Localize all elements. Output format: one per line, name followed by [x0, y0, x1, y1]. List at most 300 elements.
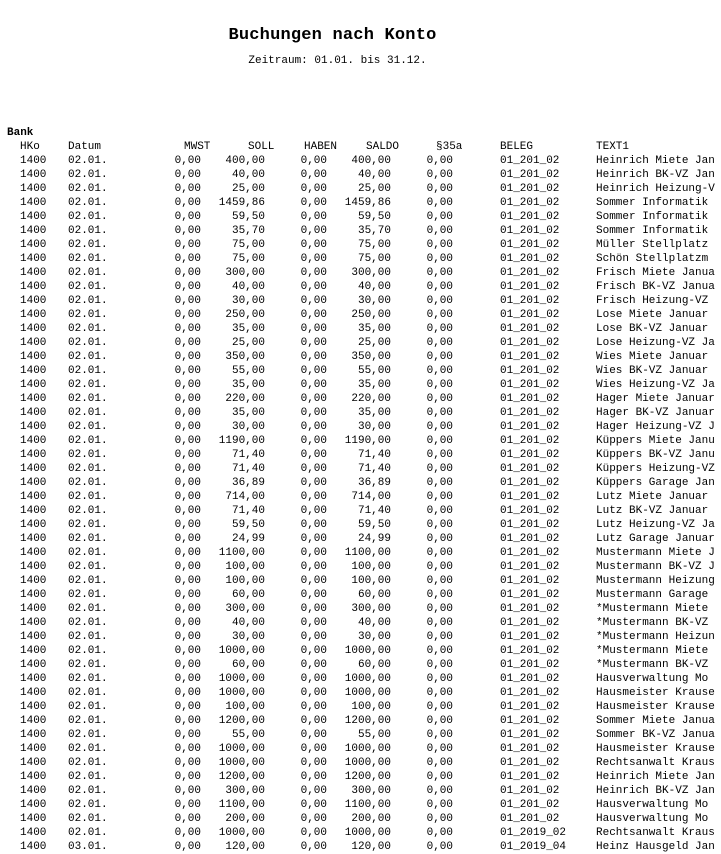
- cell-mwst: 0,00: [174, 701, 201, 713]
- cell-hko: 1400: [20, 827, 47, 839]
- cell-saldo: 100,00: [351, 561, 391, 573]
- cell-saldo: 30,00: [357, 295, 391, 307]
- cell-saldo: 350,00: [351, 351, 391, 363]
- cell-soll: 1190,00: [218, 435, 265, 447]
- cell-s35a: 0,00: [426, 547, 453, 559]
- cell-haben: 0,00: [300, 519, 327, 531]
- cell-datum: 02.01.: [68, 253, 108, 265]
- cell-haben: 0,00: [300, 729, 327, 741]
- cell-haben: 0,00: [300, 211, 327, 223]
- cell-saldo: 55,00: [357, 365, 391, 377]
- cell-beleg: 01_201_02: [500, 267, 560, 279]
- cell-beleg: 01_201_02: [500, 309, 560, 321]
- table-row: [0, 406, 721, 420]
- cell-s35a: 0,00: [426, 435, 453, 447]
- table-row: [0, 378, 721, 392]
- cell-text1: Heinrich BK-VZ Jan: [596, 785, 715, 797]
- cell-datum: 02.01.: [68, 169, 108, 181]
- cell-hko: 1400: [20, 505, 47, 517]
- table-row: [0, 532, 721, 546]
- cell-soll: 75,00: [231, 239, 265, 251]
- cell-soll: 400,00: [225, 155, 265, 167]
- cell-hko: 1400: [20, 197, 47, 209]
- cell-text1: Wies BK-VZ Januar: [596, 365, 709, 377]
- cell-beleg: 01_201_02: [500, 169, 560, 181]
- cell-text1: Sommer BK-VZ Janua: [596, 729, 715, 741]
- cell-mwst: 0,00: [174, 519, 201, 531]
- cell-soll: 120,00: [225, 841, 265, 853]
- header-text1: TEXT1: [596, 141, 630, 153]
- cell-hko: 1400: [20, 267, 47, 279]
- table-row: [0, 224, 721, 238]
- table-row: [0, 266, 721, 280]
- cell-beleg: 01_201_02: [500, 449, 560, 461]
- cell-haben: 0,00: [300, 785, 327, 797]
- header-s35a: §35a: [436, 141, 463, 153]
- cell-text1: Küppers Miete Janu: [596, 435, 715, 447]
- report-period: Zeitraum: 01.01. bis 31.12.: [248, 55, 427, 67]
- cell-s35a: 0,00: [426, 323, 453, 335]
- table-row: [0, 182, 721, 196]
- cell-hko: 1400: [20, 771, 47, 783]
- cell-haben: 0,00: [300, 267, 327, 279]
- cell-s35a: 0,00: [426, 365, 453, 377]
- cell-s35a: 0,00: [426, 225, 453, 237]
- cell-saldo: 40,00: [357, 617, 391, 629]
- cell-soll: 1200,00: [218, 715, 265, 727]
- cell-s35a: 0,00: [426, 477, 453, 489]
- cell-soll: 30,00: [231, 421, 265, 433]
- cell-mwst: 0,00: [174, 183, 201, 195]
- cell-text1: Hausverwaltung Mo: [596, 799, 709, 811]
- cell-haben: 0,00: [300, 435, 327, 447]
- cell-mwst: 0,00: [174, 309, 201, 321]
- header-soll: SOLL: [248, 141, 275, 153]
- cell-mwst: 0,00: [174, 267, 201, 279]
- table-row: [0, 826, 721, 840]
- cell-s35a: 0,00: [426, 337, 453, 349]
- cell-saldo: 60,00: [357, 659, 391, 671]
- cell-soll: 1000,00: [218, 673, 265, 685]
- cell-s35a: 0,00: [426, 519, 453, 531]
- cell-saldo: 1000,00: [344, 673, 391, 685]
- cell-haben: 0,00: [300, 155, 327, 167]
- cell-beleg: 01_201_02: [500, 197, 560, 209]
- table-row: [0, 238, 721, 252]
- cell-s35a: 0,00: [426, 407, 453, 419]
- cell-s35a: 0,00: [426, 169, 453, 181]
- cell-soll: 1000,00: [218, 827, 265, 839]
- cell-text1: Heinrich Heizung-V: [596, 183, 715, 195]
- table-row: [0, 588, 721, 602]
- cell-haben: 0,00: [300, 463, 327, 475]
- cell-text1: Lutz Miete Januar: [596, 491, 709, 503]
- cell-beleg: 01_201_02: [500, 211, 560, 223]
- cell-text1: Lose Heizung-VZ Ja: [596, 337, 715, 349]
- cell-beleg: 01_201_02: [500, 533, 560, 545]
- cell-text1: Hager BK-VZ Januar: [596, 407, 715, 419]
- cell-haben: 0,00: [300, 309, 327, 321]
- cell-haben: 0,00: [300, 645, 327, 657]
- cell-hko: 1400: [20, 337, 47, 349]
- cell-haben: 0,00: [300, 659, 327, 671]
- cell-beleg: 01_201_02: [500, 393, 560, 405]
- cell-saldo: 30,00: [357, 631, 391, 643]
- cell-datum: 02.01.: [68, 183, 108, 195]
- cell-saldo: 1000,00: [344, 687, 391, 699]
- cell-text1: Mustermann Miete J: [596, 547, 715, 559]
- cell-s35a: 0,00: [426, 785, 453, 797]
- cell-mwst: 0,00: [174, 645, 201, 657]
- table-row: [0, 742, 721, 756]
- cell-hko: 1400: [20, 673, 47, 685]
- cell-beleg: 01_201_02: [500, 575, 560, 587]
- cell-s35a: 0,00: [426, 827, 453, 839]
- cell-haben: 0,00: [300, 673, 327, 685]
- cell-soll: 35,00: [231, 407, 265, 419]
- cell-hko: 1400: [20, 645, 47, 657]
- cell-hko: 1400: [20, 561, 47, 573]
- cell-mwst: 0,00: [174, 491, 201, 503]
- cell-hko: 1400: [20, 533, 47, 545]
- header-mwst: MWST: [184, 141, 211, 153]
- cell-mwst: 0,00: [174, 617, 201, 629]
- cell-datum: 02.01.: [68, 827, 108, 839]
- cell-beleg: 01_201_02: [500, 701, 560, 713]
- cell-saldo: 71,40: [357, 449, 391, 461]
- cell-hko: 1400: [20, 589, 47, 601]
- cell-mwst: 0,00: [174, 785, 201, 797]
- cell-saldo: 35,00: [357, 379, 391, 391]
- cell-saldo: 1000,00: [344, 757, 391, 769]
- cell-hko: 1400: [20, 575, 47, 587]
- cell-beleg: 01_201_02: [500, 603, 560, 615]
- cell-beleg: 01_201_02: [500, 253, 560, 265]
- cell-soll: 300,00: [225, 267, 265, 279]
- cell-datum: 02.01.: [68, 631, 108, 643]
- cell-text1: Frisch BK-VZ Janua: [596, 281, 715, 293]
- table-row: [0, 350, 721, 364]
- cell-haben: 0,00: [300, 393, 327, 405]
- cell-s35a: 0,00: [426, 267, 453, 279]
- cell-saldo: 1200,00: [344, 771, 391, 783]
- table-row: [0, 728, 721, 742]
- cell-text1: *Mustermann Miete: [596, 603, 709, 615]
- cell-s35a: 0,00: [426, 715, 453, 727]
- cell-datum: 02.01.: [68, 771, 108, 783]
- cell-saldo: 220,00: [351, 393, 391, 405]
- cell-beleg: 01_201_02: [500, 323, 560, 335]
- cell-soll: 1100,00: [218, 547, 265, 559]
- cell-datum: 02.01.: [68, 603, 108, 615]
- cell-beleg: 01_201_02: [500, 379, 560, 391]
- cell-datum: 02.01.: [68, 575, 108, 587]
- cell-datum: 02.01.: [68, 561, 108, 573]
- cell-saldo: 1000,00: [344, 645, 391, 657]
- column-header-row: [0, 140, 721, 154]
- cell-haben: 0,00: [300, 841, 327, 853]
- table-row: [0, 700, 721, 714]
- cell-datum: 02.01.: [68, 715, 108, 727]
- cell-mwst: 0,00: [174, 253, 201, 265]
- cell-hko: 1400: [20, 295, 47, 307]
- cell-hko: 1400: [20, 491, 47, 503]
- cell-beleg: 01_201_02: [500, 547, 560, 559]
- cell-beleg: 01_201_02: [500, 743, 560, 755]
- table-row: [0, 644, 721, 658]
- cell-datum: 02.01.: [68, 393, 108, 405]
- cell-s35a: 0,00: [426, 743, 453, 755]
- cell-saldo: 59,50: [357, 519, 391, 531]
- cell-hko: 1400: [20, 631, 47, 643]
- cell-mwst: 0,00: [174, 337, 201, 349]
- cell-datum: 02.01.: [68, 519, 108, 531]
- cell-mwst: 0,00: [174, 841, 201, 853]
- cell-soll: 36,89: [231, 477, 265, 489]
- cell-mwst: 0,00: [174, 295, 201, 307]
- table-row: [0, 252, 721, 266]
- cell-s35a: 0,00: [426, 421, 453, 433]
- cell-soll: 200,00: [225, 813, 265, 825]
- cell-soll: 30,00: [231, 631, 265, 643]
- cell-saldo: 35,00: [357, 323, 391, 335]
- cell-mwst: 0,00: [174, 687, 201, 699]
- cell-datum: 02.01.: [68, 281, 108, 293]
- cell-mwst: 0,00: [174, 715, 201, 727]
- cell-text1: Küppers Heizung-VZ: [596, 463, 715, 475]
- cell-text1: Frisch Miete Janua: [596, 267, 715, 279]
- cell-s35a: 0,00: [426, 561, 453, 573]
- cell-beleg: 01_201_02: [500, 477, 560, 489]
- cell-text1: Lose Miete Januar: [596, 309, 709, 321]
- cell-beleg: 01_201_02: [500, 729, 560, 741]
- cell-mwst: 0,00: [174, 365, 201, 377]
- cell-s35a: 0,00: [426, 449, 453, 461]
- cell-datum: 02.01.: [68, 701, 108, 713]
- cell-text1: Lutz Garage Januar: [596, 533, 715, 545]
- table-row: [0, 546, 721, 560]
- cell-datum: 02.01.: [68, 323, 108, 335]
- cell-hko: 1400: [20, 281, 47, 293]
- cell-text1: Hausmeister Krause: [596, 701, 715, 713]
- cell-text1: Hausverwaltung Mo: [596, 813, 709, 825]
- cell-mwst: 0,00: [174, 757, 201, 769]
- cell-beleg: 01_201_02: [500, 239, 560, 251]
- cell-s35a: 0,00: [426, 155, 453, 167]
- cell-haben: 0,00: [300, 757, 327, 769]
- cell-saldo: 59,50: [357, 211, 391, 223]
- cell-beleg: 01_2019_02: [500, 827, 567, 839]
- cell-soll: 1000,00: [218, 757, 265, 769]
- cell-saldo: 300,00: [351, 267, 391, 279]
- cell-datum: 02.01.: [68, 407, 108, 419]
- cell-hko: 1400: [20, 225, 47, 237]
- cell-saldo: 35,70: [357, 225, 391, 237]
- cell-haben: 0,00: [300, 701, 327, 713]
- cell-datum: 03.01.: [68, 841, 108, 853]
- cell-saldo: 1200,00: [344, 715, 391, 727]
- cell-hko: 1400: [20, 463, 47, 475]
- cell-saldo: 25,00: [357, 183, 391, 195]
- table-row: [0, 196, 721, 210]
- cell-datum: 02.01.: [68, 379, 108, 391]
- cell-hko: 1400: [20, 799, 47, 811]
- cell-soll: 55,00: [231, 729, 265, 741]
- cell-text1: Küppers BK-VZ Janu: [596, 449, 715, 461]
- cell-hko: 1400: [20, 253, 47, 265]
- cell-datum: 02.01.: [68, 729, 108, 741]
- cell-text1: Mustermann BK-VZ J: [596, 561, 715, 573]
- cell-datum: 02.01.: [68, 687, 108, 699]
- cell-beleg: 01_201_02: [500, 561, 560, 573]
- cell-s35a: 0,00: [426, 771, 453, 783]
- table-row: [0, 448, 721, 462]
- table-row: [0, 756, 721, 770]
- cell-soll: 350,00: [225, 351, 265, 363]
- table-row: [0, 504, 721, 518]
- cell-hko: 1400: [20, 547, 47, 559]
- cell-beleg: 01_201_02: [500, 295, 560, 307]
- cell-mwst: 0,00: [174, 631, 201, 643]
- table-row: [0, 490, 721, 504]
- cell-soll: 1200,00: [218, 771, 265, 783]
- cell-hko: 1400: [20, 183, 47, 195]
- cell-saldo: 714,00: [351, 491, 391, 503]
- cell-s35a: 0,00: [426, 491, 453, 503]
- cell-hko: 1400: [20, 365, 47, 377]
- cell-mwst: 0,00: [174, 813, 201, 825]
- cell-text1: Lose BK-VZ Januar: [596, 323, 709, 335]
- cell-saldo: 1459,86: [344, 197, 391, 209]
- table-row: [0, 518, 721, 532]
- cell-datum: 02.01.: [68, 239, 108, 251]
- cell-datum: 02.01.: [68, 449, 108, 461]
- cell-datum: 02.01.: [68, 365, 108, 377]
- cell-s35a: 0,00: [426, 211, 453, 223]
- cell-haben: 0,00: [300, 589, 327, 601]
- table-row: [0, 154, 721, 168]
- cell-mwst: 0,00: [174, 729, 201, 741]
- cell-beleg: 01_201_02: [500, 645, 560, 657]
- cell-mwst: 0,00: [174, 435, 201, 447]
- cell-hko: 1400: [20, 701, 47, 713]
- cell-hko: 1400: [20, 351, 47, 363]
- cell-saldo: 1100,00: [344, 799, 391, 811]
- cell-hko: 1400: [20, 757, 47, 769]
- cell-haben: 0,00: [300, 561, 327, 573]
- cell-beleg: 01_201_02: [500, 617, 560, 629]
- cell-soll: 1100,00: [218, 799, 265, 811]
- cell-datum: 02.01.: [68, 813, 108, 825]
- table-row: [0, 602, 721, 616]
- cell-soll: 55,00: [231, 365, 265, 377]
- cell-saldo: 1000,00: [344, 827, 391, 839]
- cell-soll: 1000,00: [218, 743, 265, 755]
- cell-haben: 0,00: [300, 169, 327, 181]
- cell-soll: 1459,86: [218, 197, 265, 209]
- cell-saldo: 40,00: [357, 169, 391, 181]
- cell-beleg: 01_201_02: [500, 589, 560, 601]
- cell-saldo: 300,00: [351, 785, 391, 797]
- table-row: [0, 462, 721, 476]
- cell-haben: 0,00: [300, 449, 327, 461]
- cell-soll: 1000,00: [218, 687, 265, 699]
- cell-beleg: 01_201_02: [500, 799, 560, 811]
- cell-text1: Lutz Heizung-VZ Ja: [596, 519, 715, 531]
- cell-s35a: 0,00: [426, 701, 453, 713]
- cell-mwst: 0,00: [174, 379, 201, 391]
- cell-s35a: 0,00: [426, 295, 453, 307]
- table-row: [0, 574, 721, 588]
- cell-soll: 60,00: [231, 589, 265, 601]
- cell-datum: 02.01.: [68, 477, 108, 489]
- cell-text1: *Mustermann Miete: [596, 645, 709, 657]
- cell-saldo: 60,00: [357, 589, 391, 601]
- cell-text1: Heinrich BK-VZ Jan: [596, 169, 715, 181]
- cell-text1: Küppers Garage Jan: [596, 477, 715, 489]
- cell-soll: 300,00: [225, 603, 265, 615]
- cell-text1: Rechtsanwalt Kraus: [596, 757, 715, 769]
- cell-haben: 0,00: [300, 407, 327, 419]
- cell-haben: 0,00: [300, 813, 327, 825]
- cell-text1: Sommer Informatik: [596, 225, 709, 237]
- cell-hko: 1400: [20, 435, 47, 447]
- cell-datum: 02.01.: [68, 757, 108, 769]
- cell-s35a: 0,00: [426, 617, 453, 629]
- cell-text1: Wies Miete Januar: [596, 351, 709, 363]
- cell-beleg: 01_201_02: [500, 365, 560, 377]
- cell-hko: 1400: [20, 309, 47, 321]
- cell-text1: Wies Heizung-VZ Ja: [596, 379, 715, 391]
- cell-mwst: 0,00: [174, 463, 201, 475]
- cell-mwst: 0,00: [174, 575, 201, 587]
- cell-haben: 0,00: [300, 351, 327, 363]
- cell-saldo: 75,00: [357, 253, 391, 265]
- cell-soll: 59,50: [231, 519, 265, 531]
- cell-beleg: 01_201_02: [500, 687, 560, 699]
- header-saldo: SALDO: [366, 141, 400, 153]
- cell-datum: 02.01.: [68, 491, 108, 503]
- cell-haben: 0,00: [300, 253, 327, 265]
- cell-haben: 0,00: [300, 687, 327, 699]
- cell-haben: 0,00: [300, 799, 327, 811]
- cell-hko: 1400: [20, 155, 47, 167]
- cell-mwst: 0,00: [174, 351, 201, 363]
- cell-datum: 02.01.: [68, 617, 108, 629]
- account-group-label: Bank: [7, 127, 34, 139]
- cell-mwst: 0,00: [174, 659, 201, 671]
- cell-mwst: 0,00: [174, 421, 201, 433]
- cell-hko: 1400: [20, 323, 47, 335]
- cell-text1: Hager Heizung-VZ J: [596, 421, 715, 433]
- table-row: [0, 616, 721, 630]
- cell-mwst: 0,00: [174, 561, 201, 573]
- cell-saldo: 1100,00: [344, 547, 391, 559]
- cell-datum: 02.01.: [68, 589, 108, 601]
- cell-text1: Schön Stellplatzm: [596, 253, 709, 265]
- cell-saldo: 35,00: [357, 407, 391, 419]
- cell-text1: *Mustermann Heizun: [596, 631, 715, 643]
- cell-soll: 71,40: [231, 505, 265, 517]
- cell-mwst: 0,00: [174, 281, 201, 293]
- cell-soll: 24,99: [231, 533, 265, 545]
- cell-mwst: 0,00: [174, 533, 201, 545]
- cell-saldo: 300,00: [351, 603, 391, 615]
- cell-mwst: 0,00: [174, 155, 201, 167]
- cell-mwst: 0,00: [174, 799, 201, 811]
- cell-mwst: 0,00: [174, 449, 201, 461]
- cell-text1: Heinrich Miete Jan: [596, 155, 715, 167]
